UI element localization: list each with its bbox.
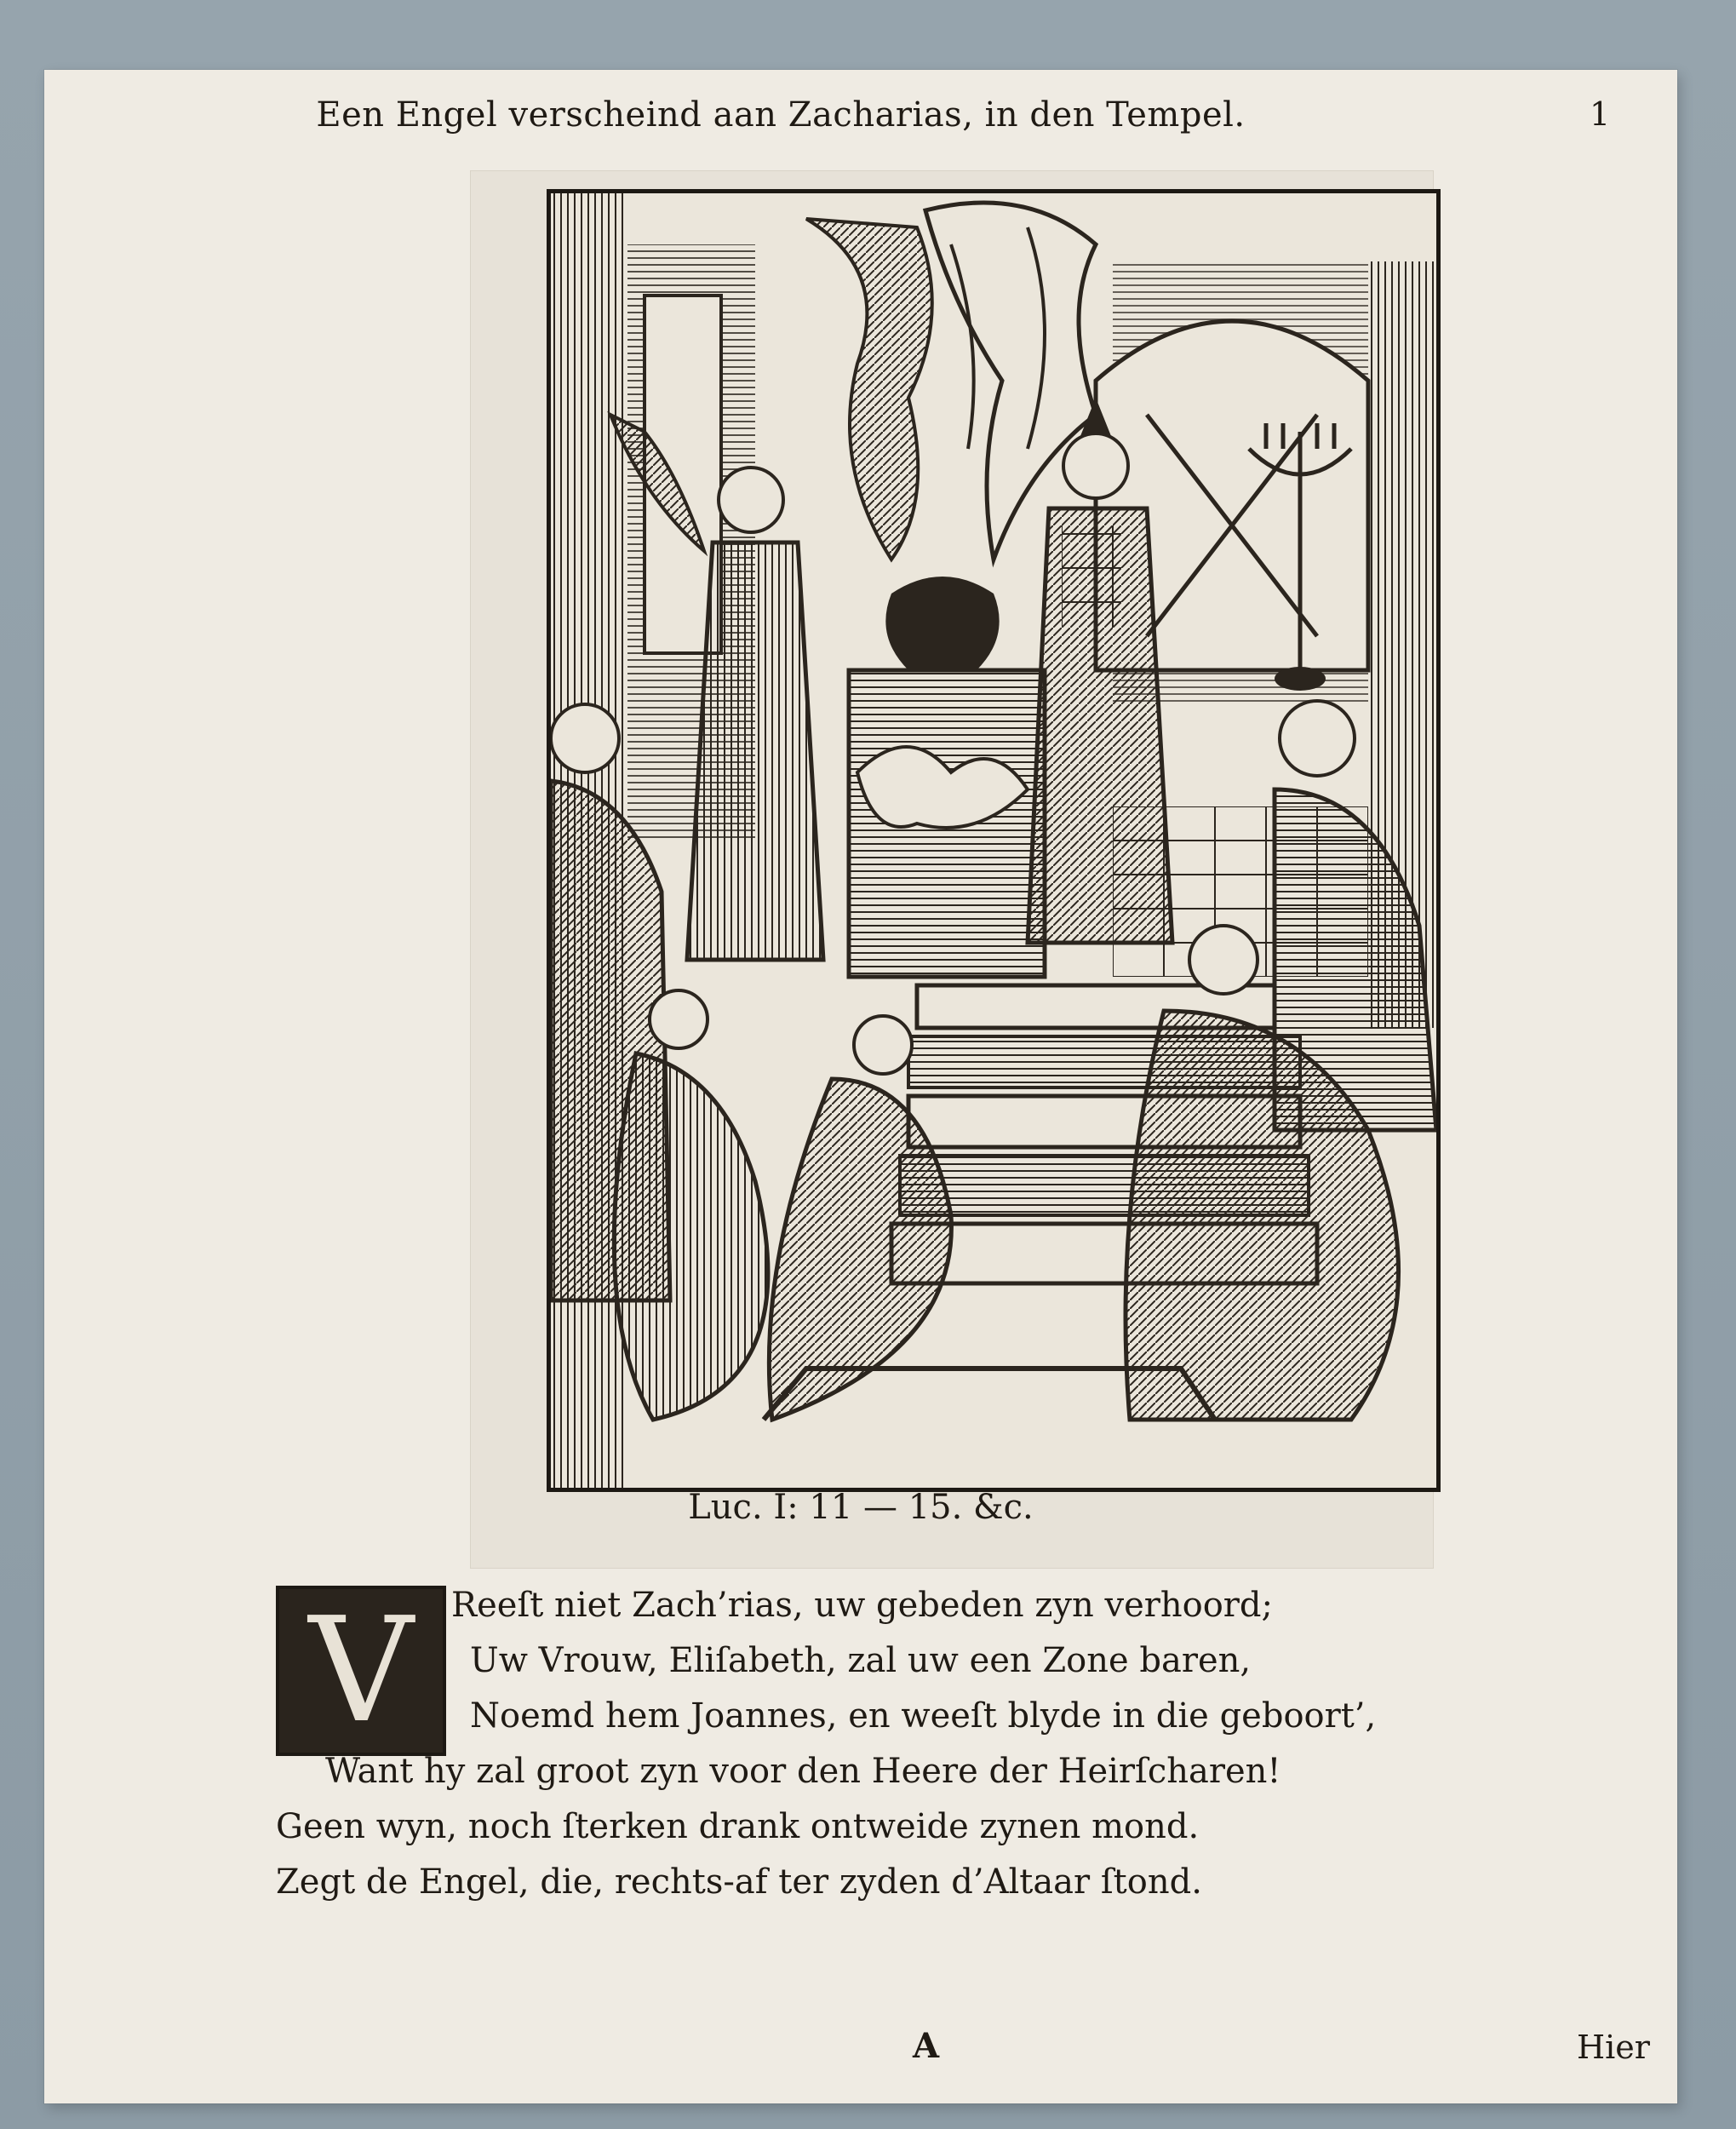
verse-line: Geen wyn, noch ſterken drank ontweide zynen mond.	[276, 1807, 1200, 1846]
book-page	[44, 70, 1677, 2103]
catchword: Hier	[1577, 2029, 1650, 2066]
woodcut-temple-scene-icon	[547, 189, 1441, 1492]
verse-line: Zegt de Engel, die, rechts-af ter zyden d’Altaar ſtond.	[276, 1862, 1202, 1902]
verse-line: Uw Vrouw, Eliſabeth, zal uw een Zone baren,	[470, 1641, 1252, 1680]
decorated-initial-v-icon	[276, 1586, 446, 1756]
initial-letter: V	[308, 1587, 414, 1755]
running-title: Een Engel verscheind aan Zacharias, in den Tempel.	[316, 95, 1246, 135]
verse-line: Noemd hem Joannes, en weeſt blyde in die geboort’,	[470, 1696, 1377, 1736]
signature-mark: A	[913, 2026, 940, 2066]
scripture-reference: Luc. I: 11 — 15. &c.	[688, 1488, 1034, 1527]
verse-line: Want hy zal groot zyn voor den Heere der Heirſcharen!	[325, 1752, 1281, 1791]
folio-number: 1	[1590, 95, 1611, 133]
verse-line: Reeſt niet Zach’rias, uw gebeden zyn verhoord;	[451, 1586, 1273, 1625]
